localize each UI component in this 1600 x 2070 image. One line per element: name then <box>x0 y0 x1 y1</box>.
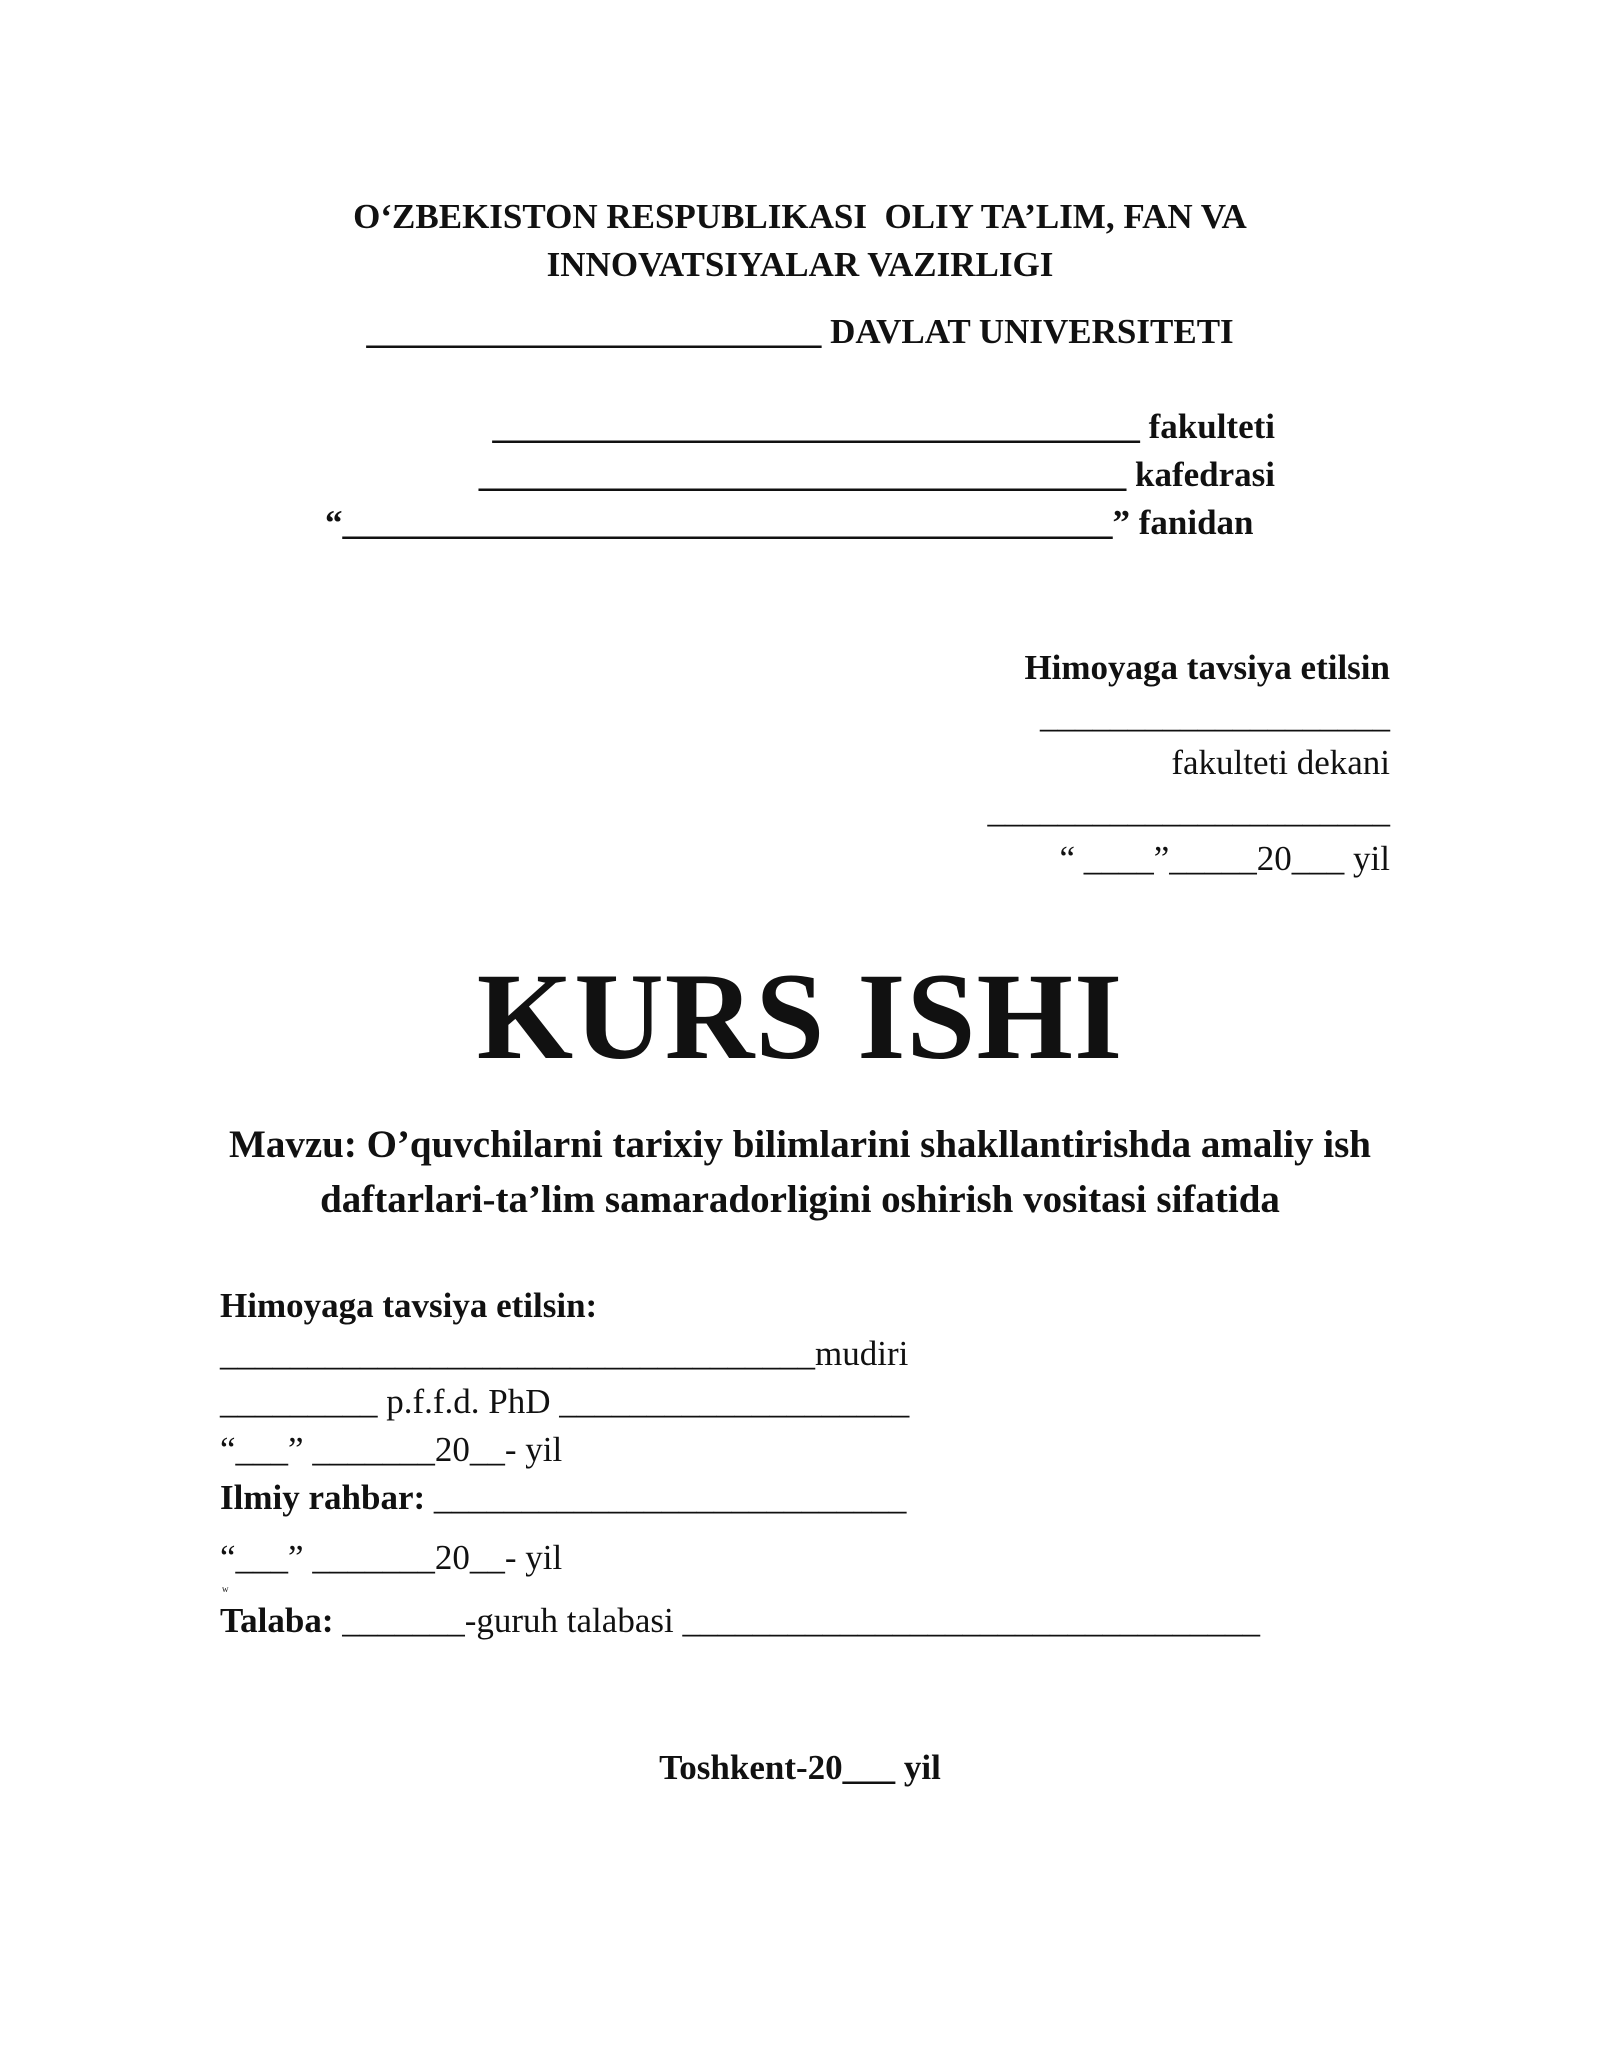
advisor-line <box>220 1480 906 1515</box>
university-line: __________________________ DAVLAT UNIVERSITETI <box>366 312 1234 351</box>
approval-date-right: “ ____”_____20___ yil <box>1059 839 1390 878</box>
approval-heading-left: Himoyaga tavsiya etilsin: <box>220 1286 598 1325</box>
approval-blank-2: _______________________ <box>987 791 1390 830</box>
degree-line: _________ p.f.f.d. PhD ____________________ <box>220 1382 910 1421</box>
document-title: KURS ISHI <box>476 948 1124 1085</box>
student-label: Talaba: <box>220 1601 334 1640</box>
department-head-line: __________________________________mudiri <box>220 1334 909 1373</box>
small-mark: w <box>222 1584 229 1594</box>
advisor-date: “___” _______20__- yil <box>220 1538 563 1577</box>
approval-blank-1: ____________________ <box>1040 696 1390 735</box>
ministry-line-1: O‘ZBEKISTON RESPUBLIKASI OLIY TA’LIM, FAN VA <box>353 197 1247 236</box>
advisor-blank: ___________________________ <box>425 1478 907 1517</box>
subject-line: “____________________________________________” fanidan <box>325 503 1254 542</box>
student-blank: _______-guruh talabasi _________________________________ <box>333 1601 1260 1640</box>
student-line <box>220 1603 1260 1638</box>
faculty-line: _____________________________________ fakulteti <box>492 407 1275 446</box>
department-line: _____________________________________ kafedrasi <box>478 455 1275 494</box>
topic-line-1: Mavzu: O’quvchilarni tarixiy bilimlarini shakllantirishda amaliy ish <box>229 1123 1371 1166</box>
dean-label: fakulteti dekani <box>1171 743 1390 782</box>
approval-date-left: “___” _______20__- yil <box>220 1430 563 1469</box>
advisor-label: Ilmiy rahbar: <box>220 1478 426 1517</box>
topic-line-2: daftarlari-ta’lim samaradorligini oshirish vositasi sifatida <box>320 1178 1280 1221</box>
ministry-line-2: INNOVATSIYALAR VAZIRLIGI <box>546 245 1054 284</box>
approval-heading-right: Himoyaga tavsiya etilsin <box>1024 648 1390 687</box>
city-year: Toshkent-20___ yil <box>659 1748 941 1787</box>
